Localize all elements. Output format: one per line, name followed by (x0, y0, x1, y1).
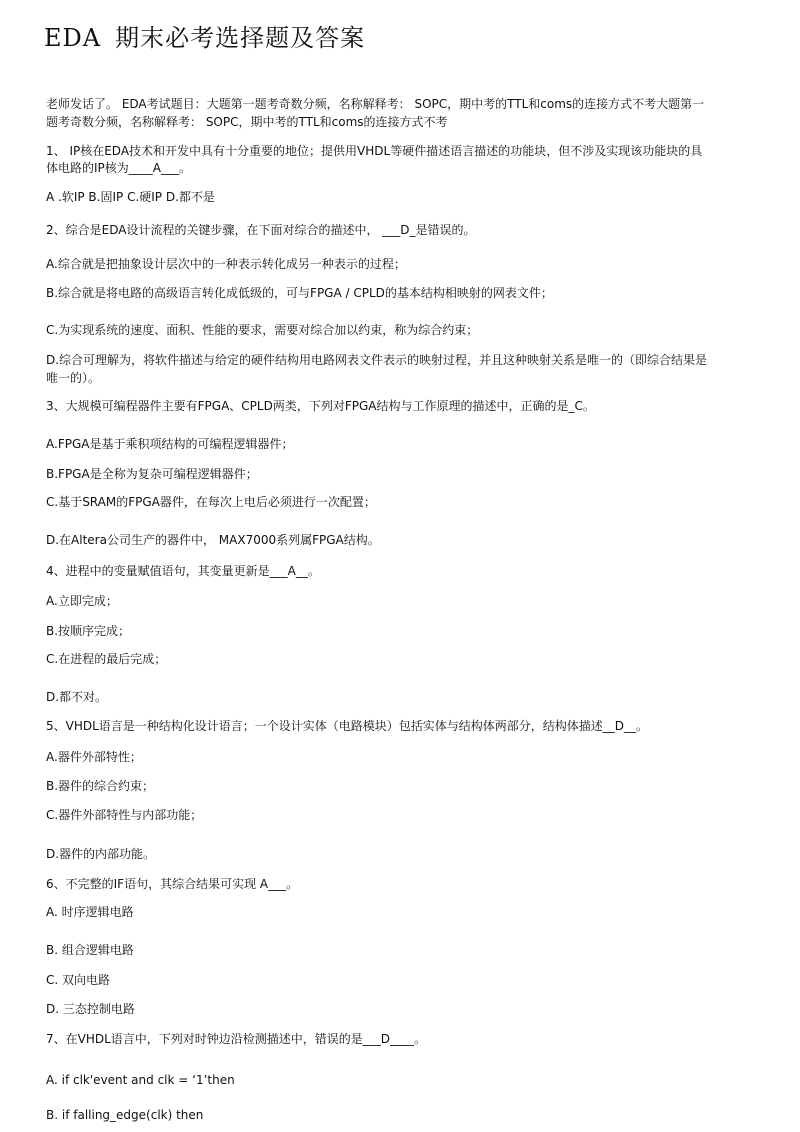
question-4-option-d: D.都不对。 (46, 690, 108, 704)
question-2-option-d-line-2: 唯一的）。 (46, 371, 101, 385)
question-7-option-a: A. if clk'event and clk = ‘1’then (46, 1073, 235, 1087)
question-4-stem: 4、进程中的变量赋值语句，其变量更新是___A__。 (46, 564, 320, 578)
question-6-option-d: D. 三态控制电路 (46, 1002, 135, 1016)
question-6-option-b: B. 组合逻辑电路 (46, 943, 134, 957)
question-2-option-a: A.综合就是把抽象设计层次中的一种表示转化成另一种表示的过程； (46, 257, 406, 271)
question-4-option-a: A.立即完成； (46, 594, 118, 608)
title-text: 期末必考选择题及答案 (115, 24, 366, 52)
question-2-stem: 2、综合是EDA设计流程的关键步骤，在下面对综合的描述中， ___D_是错误的。 (46, 223, 476, 237)
question-2-option-c: C.为实现系统的速度、面积、性能的要求，需要对综合加以约束，称为综合约束； (46, 323, 479, 337)
intro-line-2: 题考奇数分频，名称解释考： SOPC，期中考的TTL和coms的连接方式不考 (46, 115, 448, 129)
question-5-option-d: D.器件的内部功能。 (46, 847, 156, 861)
question-7-stem: 7、在VHDL语言中，下列对时钟边沿检测描述中，错误的是___D____。 (46, 1032, 427, 1046)
question-1-option-1: A .软IP B.固IP C.硬IP D.都不是 (46, 190, 215, 204)
title-prefix: EDA (44, 24, 102, 52)
question-7-option-b: B. if falling_edge(clk) then (46, 1108, 204, 1122)
question-5-option-b: B.器件的综合约束； (46, 779, 155, 793)
question-3-option-d: D.在Altera公司生产的器件中， MAX7000系列属FPGA结构。 (46, 533, 380, 547)
question-3-stem: 3、大规模可编程器件主要有FPGA、CPLD两类，下列对FPGA结构与工作原理的描述中，正确的是_C。 (46, 399, 595, 413)
question-4-option-b: B.按顺序完成； (46, 624, 131, 638)
intro-line-1: 老师发话了。 EDA考试题目：大题第一题考奇数分频，名称解释考： SOPC，期中考的TTL和coms的连接方式不考大题第一 (46, 97, 705, 111)
question-1-stem-line-1: 1、 IP核在EDA技术和开发中具有十分重要的地位；提供用VHDL等硬件描述语言描述的功能块，但不涉及实现该功能块的具 (46, 144, 703, 158)
question-3-option-b: B.FPGA是全称为复杂可编程逻辑器件； (46, 467, 258, 481)
question-5-option-a: A.器件外部特性； (46, 750, 142, 764)
question-6-option-a: A. 时序逻辑电路 (46, 905, 134, 919)
question-3-option-a: A.FPGA是基于乘积项结构的可编程逻辑器件； (46, 437, 294, 451)
question-4-option-c: C.在进程的最后完成； (46, 652, 167, 666)
question-5-stem: 5、VHDL语言是一种结构化设计语言；一个设计实体（电路模块）包括实体与结构体两部分，结构体描述__D__。 (46, 719, 649, 733)
question-2-option-b: B.综合就是将电路的高级语言转化成低级的，可与FPGA / CPLD的基本结构相映射的网表文件； (46, 286, 553, 300)
document-title (44, 18, 365, 53)
question-5-option-c: C.器件外部特性与内部功能； (46, 808, 203, 822)
question-6-option-c: C. 双向电路 (46, 973, 111, 987)
question-2-option-d-line-1: D.综合可理解为，将软件描述与给定的硬件结构用电路网表文件表示的映射过程，并且这种映射关系是唯一的（即综合结果是 (46, 353, 708, 367)
question-1-stem-line-2: 体电路的IP核为____A___。 (46, 161, 191, 175)
question-6-stem: 6、不完整的IF语句，其综合结果可实现 A___。 (46, 877, 299, 891)
question-3-option-c: C.基于SRAM的FPGA器件，在每次上电后必须进行一次配置； (46, 495, 376, 509)
